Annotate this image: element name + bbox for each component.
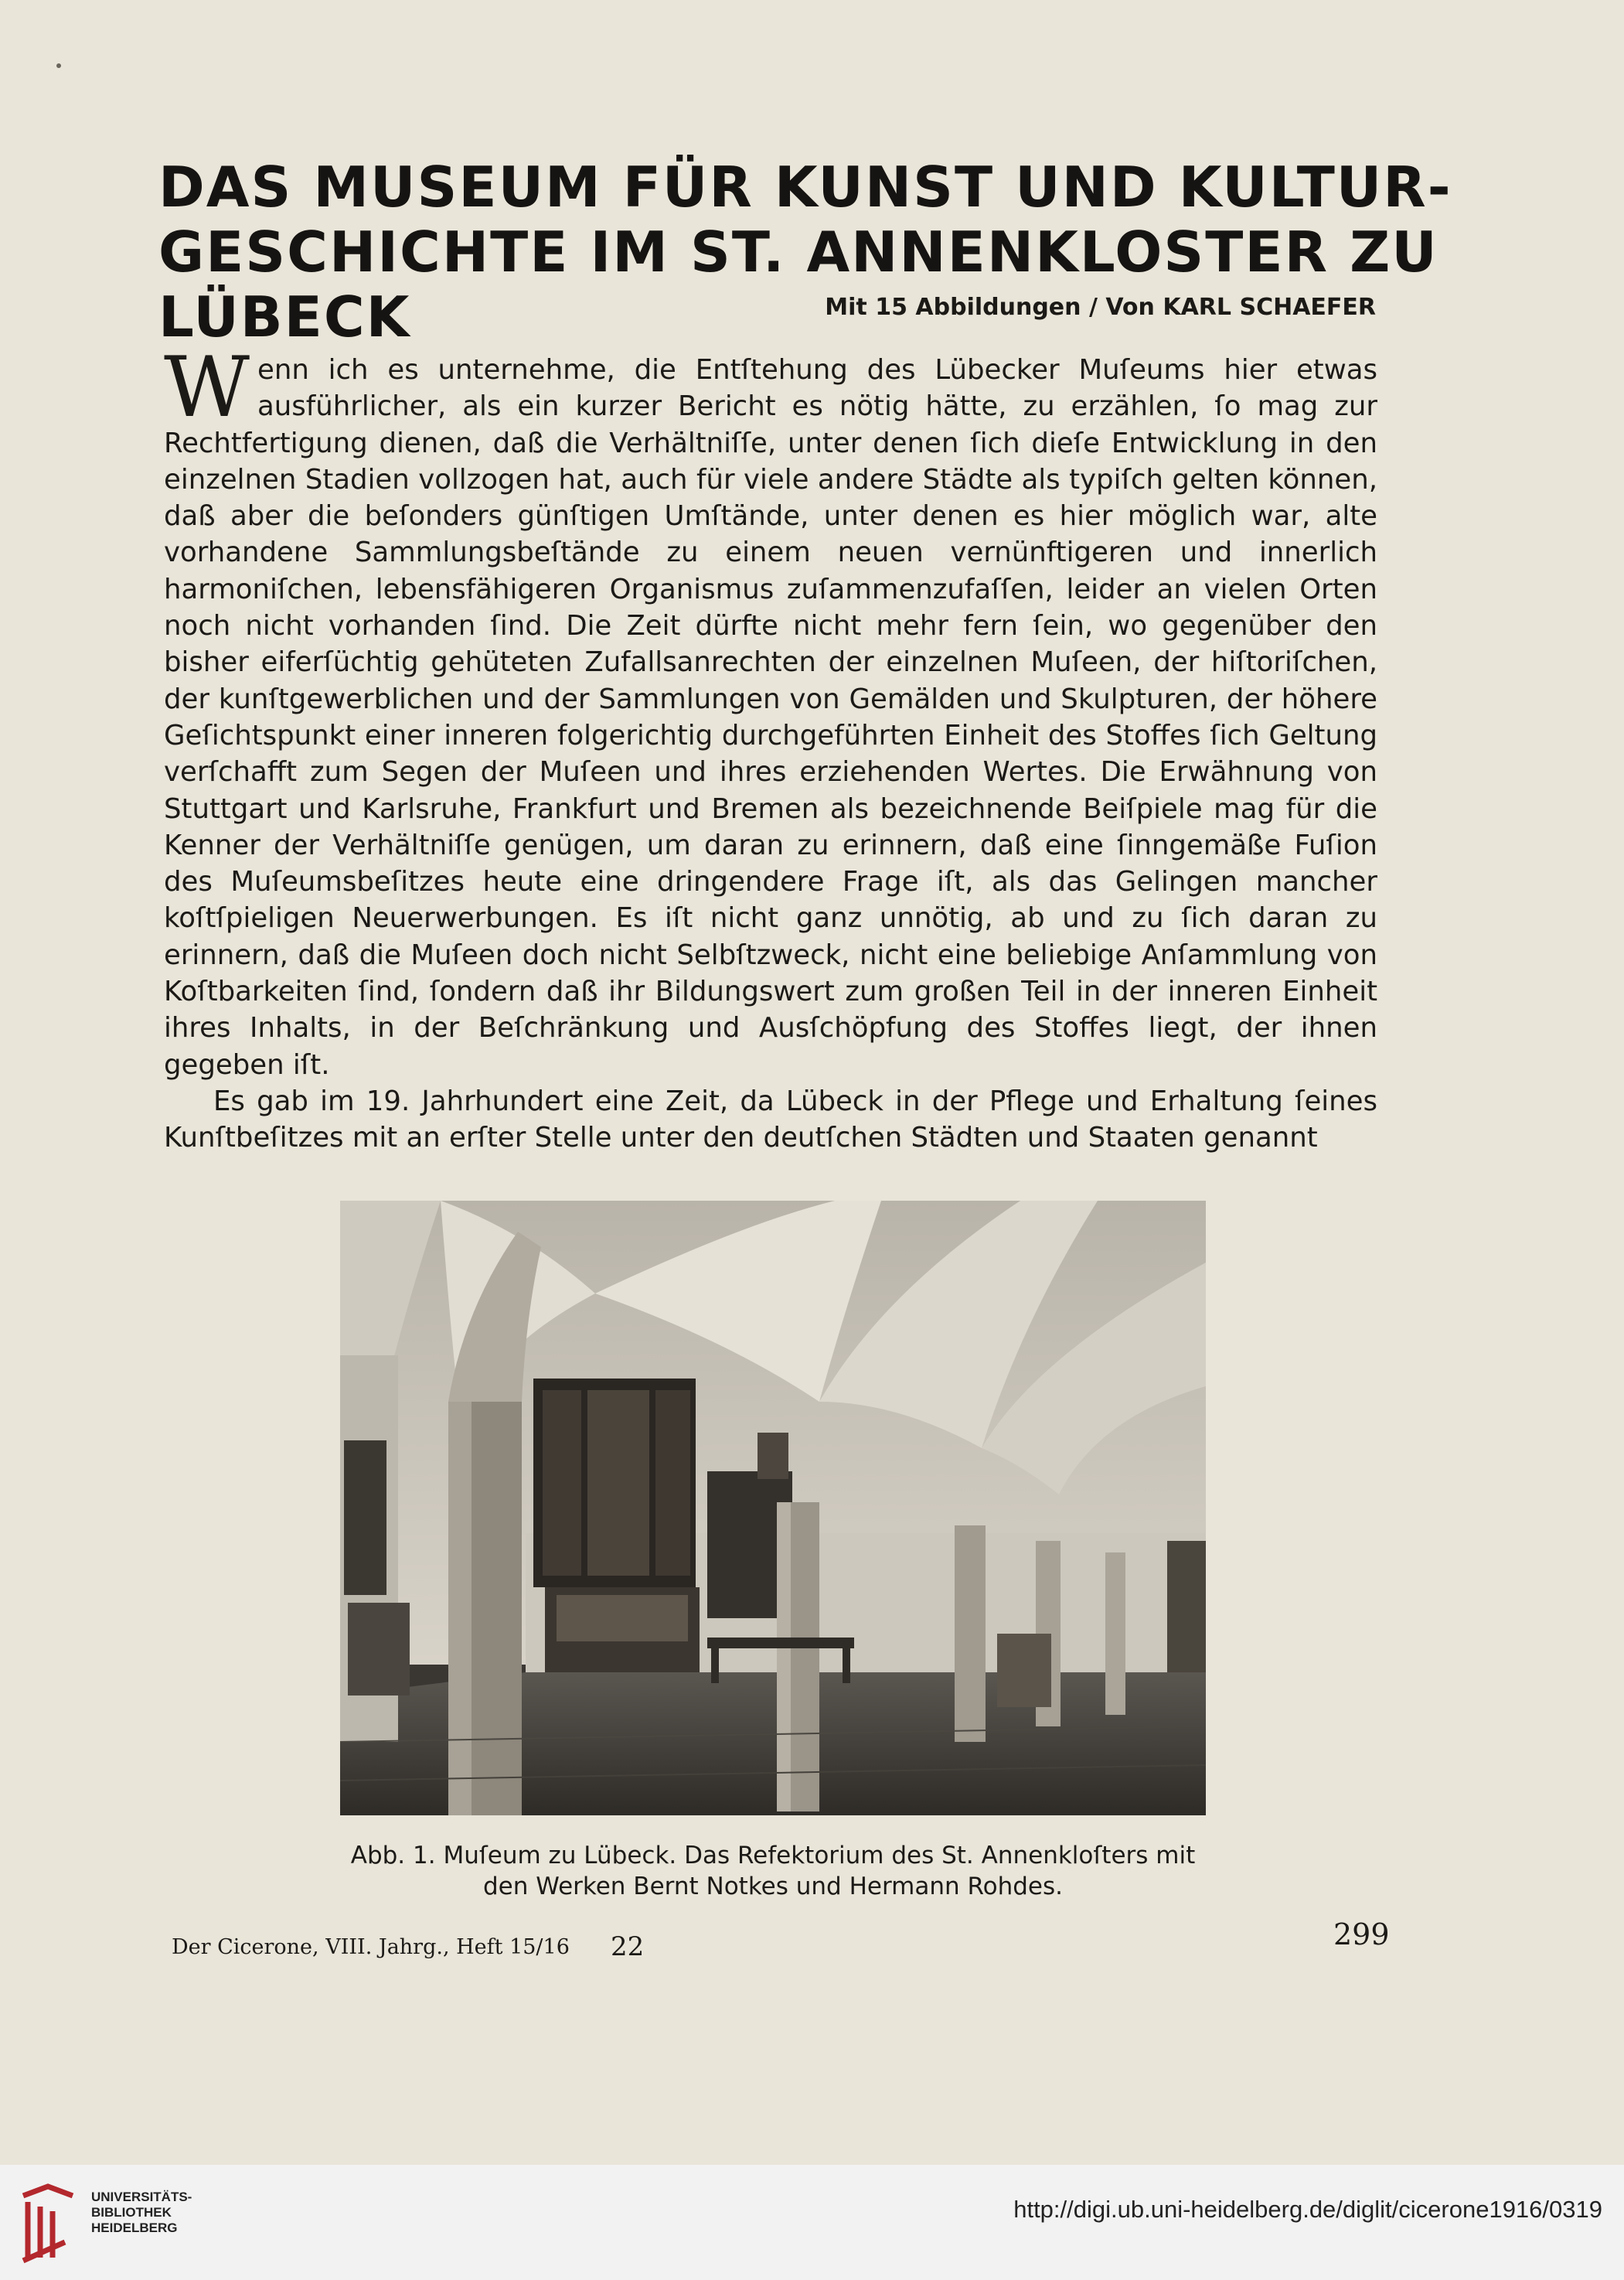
- paragraph-1-text: enn ich es unternehme, die Entſtehung des Lübecker Muſeums hier etwas ausführlicher, als ein kurzer Bericht es nötig hätte, zu erzählen, ſo mag zur Rechtfertigung dienen, daß die Verhältniſſe, unter denen ſich dieſe Entwicklung in den einzelnen Stadien vollzogen hat, auch für viele andere Städte als typiſch gelten können, daß aber die beſonders günſtigen Umſtände, unter denen es hier möglich war, alte vorhandene Sammlungsbeſtände zu einem neuen vernünftigeren und innerlich harmoniſchen, lebensfähigeren Organismus zuſammenzufaſſen, leider an vielen Orten noch nicht vorhanden ſind. Die Zeit dürfte nicht mehr fern ſein, wo gegenüber den bisher eiferſüchtig gehüteten Zufallsanrechten der einzelnen Muſeen, der hiſtoriſchen, der kunſtgewerblichen und der Sammlungen von Gemälden und Skulpturen, der höhere Geſichtspunkt einer inneren folgerichtig durchgeführten Einheit des Stoffes ſich Geltung verſchafft zum Segen der Muſeen und ihres erziehenden Wertes. Die Erwähnung von Stuttgart und Karlsruhe, Frankfurt und Bremen als bezeichnende Beiſpiele mag für die Kenner der Verhältniſſe genügen, um daran zu erinnern, daß eine ſinngemäße Fuſion des Muſeumsbeſitzes heute eine dringendere Frage iſt, als das Gelingen mancher koſtſpieligen Neuerwerbungen. Es iſt nicht ganz unnötig, ab und zu ſich daran zu erinnern, daß die Muſeen doch nicht Selbſtzweck, nicht eine beliebige Anſammlung von Koſtbarkeiten ſind, ſondern daß ihr Bildungswert zum großen Teil in der inneren Einheit ihres Inhalts, in der Beſchränkung und Ausſchöpfung des Stoffes liegt, der ihnen gegeben iſt.: [164, 354, 1377, 1081]
- page-number: 299: [1333, 1917, 1390, 1951]
- journal-reference: Der Cicerone, VIII. Jahrg., Heft 15/16: [172, 1935, 570, 1959]
- library-footer-bar: [0, 2165, 1624, 2280]
- scan-speck: [56, 63, 61, 68]
- paragraph-2: Es gab im 19. Jahrhundert eine Zeit, da Lübeck in der Pflege und Erhaltung ſeines Kunſtbeſitzes mit an erſter Stelle unter den deutſchen Städten und Staaten genannt: [164, 1085, 1377, 1154]
- paragraph-1: [164, 339, 1377, 1083]
- title-line-2: GESCHICHTE IM ST. ANNENKLOSTER ZU: [158, 220, 1438, 285]
- drop-cap: W: [164, 339, 250, 436]
- library-name: [91, 2190, 192, 2236]
- signature-mark: 22: [611, 1931, 645, 1962]
- permalink-url[interactable]: http://digi.ub.uni-heidelberg.de/diglit/cicerone1916/0319: [1013, 2196, 1602, 2223]
- refectory-photograph: [340, 1201, 1206, 1815]
- article-body: [164, 339, 1377, 1157]
- library-name-line-3: HEIDELBERG: [91, 2220, 178, 2235]
- refectory-photo-image: [340, 1201, 1206, 1815]
- caption-line-1: Abb. 1. Muſeum zu Lübeck. Das Refektorium des St. Annenkloſters mit: [350, 1842, 1196, 1869]
- figure-caption: [294, 1840, 1252, 1902]
- caption-line-2: den Werken Bernt Notkes und Hermann Rohdes.: [482, 1873, 1064, 1900]
- library-logo-icon: [17, 2180, 79, 2265]
- title-line-1: DAS MUSEUM FÜR KUNST UND KULTUR-: [158, 155, 1452, 220]
- byline: Mit 15 Abbildungen / Von KARL SCHAEFER: [825, 294, 1376, 321]
- title-line-3: LÜBECK: [158, 285, 411, 349]
- library-name-line-2: BIBLIOTHEK: [91, 2205, 172, 2220]
- library-name-line-1: UNIVERSITÄTS-: [91, 2190, 192, 2204]
